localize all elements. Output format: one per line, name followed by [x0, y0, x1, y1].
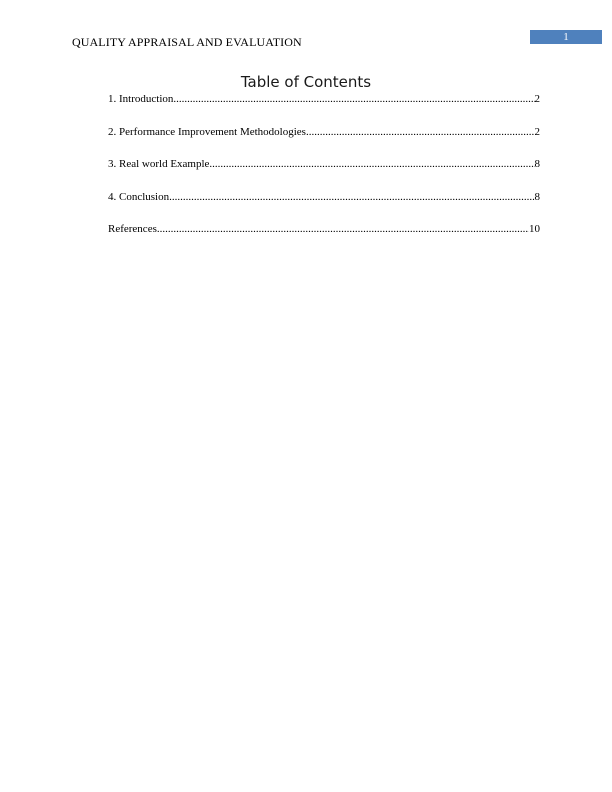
- toc-entry-page: 8: [534, 191, 540, 203]
- toc-entry-label: 3. Real world Example: [108, 158, 210, 170]
- toc-entry-real-world-example[interactable]: [108, 158, 540, 170]
- dot-leader: [157, 223, 529, 235]
- dot-leader: [173, 93, 534, 105]
- toc-entry-label: References: [108, 223, 157, 235]
- toc-entry-methodologies[interactable]: [108, 126, 540, 138]
- toc-heading: Table of Contents: [240, 73, 372, 91]
- toc-entry-label: 1. Introduction: [108, 93, 174, 105]
- toc-entry-label: 4. Conclusion: [108, 191, 170, 203]
- page-number-badge: 1: [530, 30, 602, 44]
- dot-leader: [306, 126, 535, 138]
- toc-entry-page: 10: [529, 223, 540, 235]
- toc-entry-conclusion[interactable]: [108, 191, 540, 203]
- toc-entry-page: 2: [534, 126, 540, 138]
- toc-entry-references[interactable]: [108, 223, 540, 235]
- toc-entry-label: 2. Performance Improvement Methodologies: [108, 126, 306, 138]
- dot-leader: [209, 158, 534, 170]
- dot-leader: [169, 191, 534, 203]
- toc-entry-page: 2: [534, 93, 540, 105]
- toc-entry-introduction[interactable]: [108, 93, 540, 105]
- toc-entry-page: 8: [534, 158, 540, 170]
- running-header: QUALITY APPRAISAL AND EVALUATION: [72, 35, 302, 49]
